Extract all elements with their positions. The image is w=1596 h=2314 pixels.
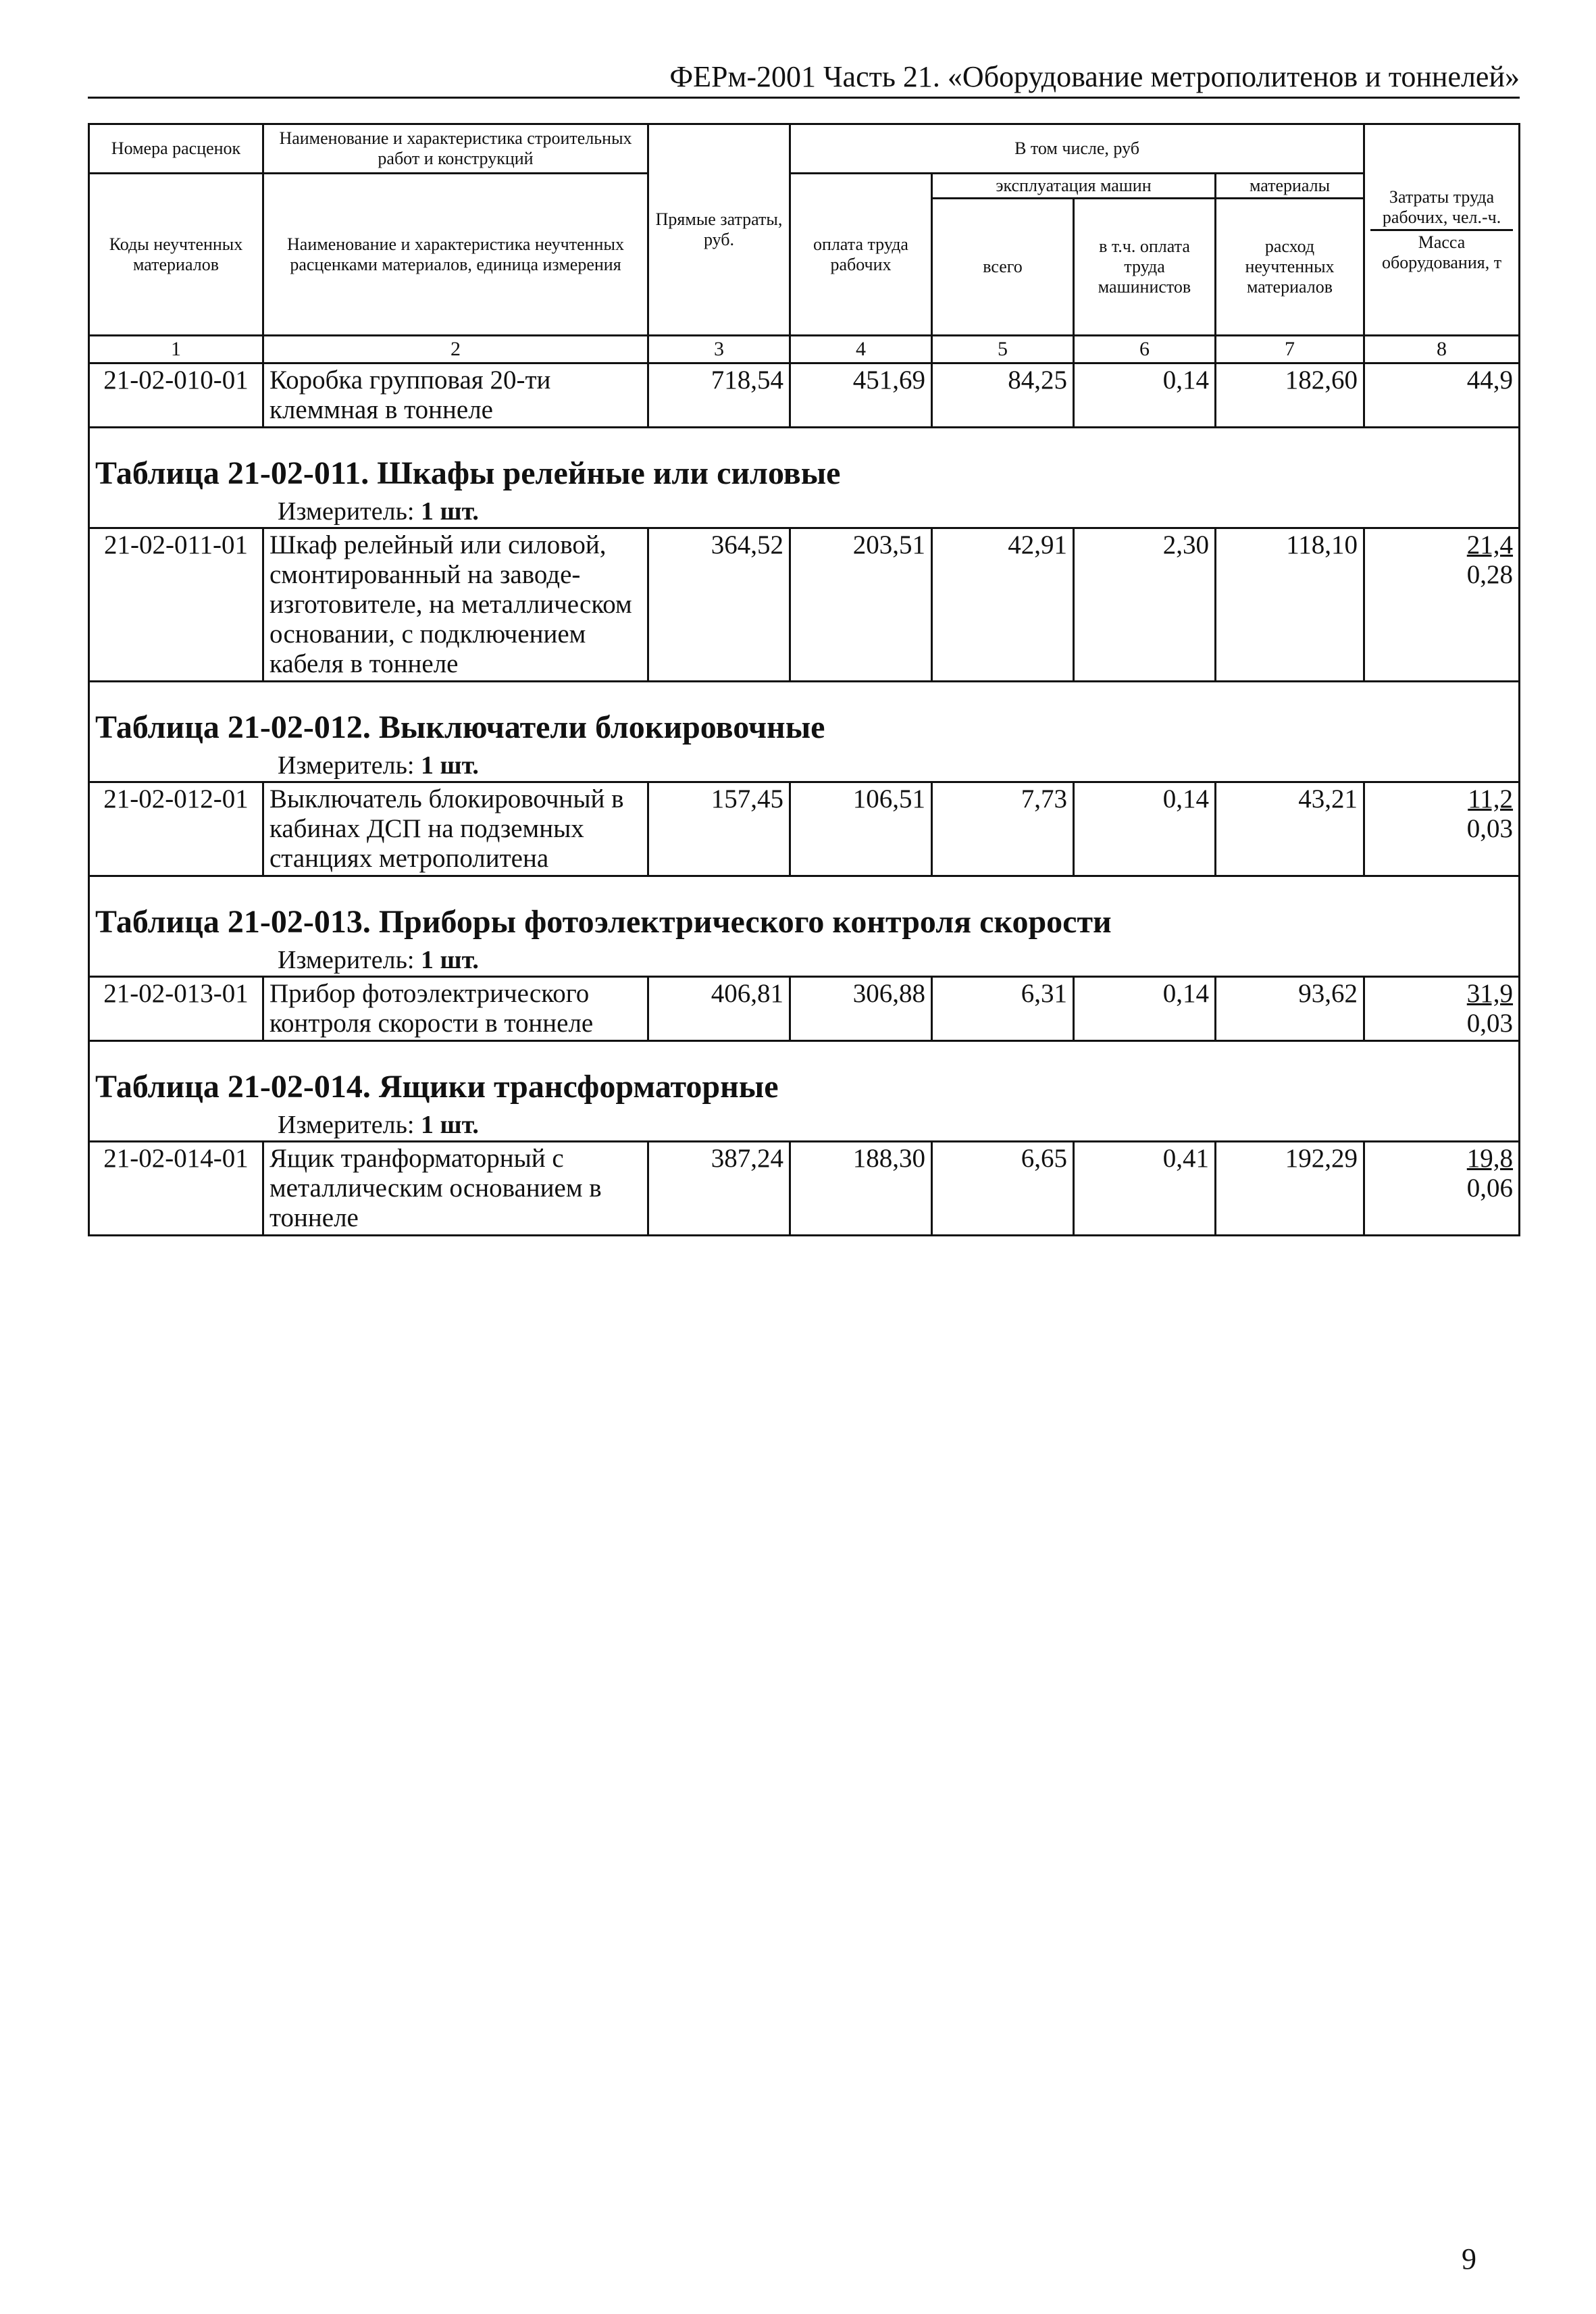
measure-unit [95, 946, 1513, 974]
row-machinists: 0,14 [1074, 782, 1216, 876]
measure-unit [95, 751, 1513, 780]
header-labor-hours-text: Затраты труда рабочих, чел.-ч. [1382, 186, 1501, 227]
col-number: 7 [1216, 336, 1364, 363]
header-machinists-pay: в т.ч. оплата труда машинистов [1074, 199, 1216, 336]
measure-row [89, 1109, 1520, 1142]
row-materials: 43,21 [1216, 782, 1364, 876]
header-machines-total: всего [932, 199, 1074, 336]
measure-cell [89, 1109, 1520, 1142]
col-number: 6 [1074, 336, 1216, 363]
header-unaccounted-codes: Коды неучтенных материалов [89, 174, 263, 336]
row-labor-hours: 11,2 [1468, 784, 1514, 813]
row-labor-pay: 188,30 [790, 1142, 932, 1236]
header-labor-pay: оплата труда рабочих [790, 174, 932, 336]
row-direct-costs: 364,52 [648, 528, 790, 682]
header-row-middle [89, 174, 1520, 199]
col-number: 4 [790, 336, 932, 363]
col-number: 5 [932, 336, 1074, 363]
header-codes: Номера расценок [89, 124, 263, 174]
header-direct-costs: Прямые затраты, руб. [648, 124, 790, 336]
row-labor-hours-and-mass [1364, 1142, 1520, 1236]
measure-cell [89, 945, 1520, 977]
header-unaccounted-name: Наименование и характеристика неучтенных расценками материалов, единица измерения [263, 174, 648, 336]
row-labor-hours: 44,9 [1364, 363, 1520, 428]
row-labor-pay: 203,51 [790, 528, 932, 682]
measure-cell [89, 496, 1520, 528]
measure-cell [89, 750, 1520, 782]
header-name: Наименование и характеристика строительных работ и конструкций [263, 124, 648, 174]
row-labor-hours-and-mass [1364, 782, 1520, 876]
section-title-cell [89, 428, 1520, 497]
row-name: Ящик транформаторный с металлическим основанием в тоннеле [263, 1142, 648, 1236]
row-labor-pay: 451,69 [790, 363, 932, 428]
measure-label: Измеритель: [278, 1111, 415, 1139]
section-title-row [89, 682, 1520, 751]
row-labor-hours: 31,9 [1466, 979, 1514, 1008]
measure-value: 1 шт. [421, 946, 479, 974]
header-including: В том числе, руб [790, 124, 1364, 174]
row-labor-hours: 19,8 [1466, 1144, 1514, 1173]
row-direct-costs: 387,24 [648, 1142, 790, 1236]
header-labor-hours [1364, 124, 1520, 336]
row-machinists: 2,30 [1074, 528, 1216, 682]
measure-label: Измеритель: [278, 497, 415, 526]
row-name: Коробка групповая 20-ти клеммная в тоннеле [263, 363, 648, 428]
row-equipment-mass: 0,06 [1466, 1174, 1514, 1203]
row-labor-hours-and-mass [1364, 528, 1520, 682]
row-code: 21-02-014-01 [89, 1142, 263, 1236]
row-machines: 6,31 [932, 977, 1074, 1041]
col-number: 1 [89, 336, 263, 363]
measure-row [89, 750, 1520, 782]
section-title-row [89, 1041, 1520, 1110]
measure-label: Измеритель: [278, 751, 415, 780]
running-header: ФЕРм-2001 Часть 21. «Оборудование метрополитенов и тоннелей» [88, 59, 1520, 99]
row-code: 21-02-012-01 [89, 782, 263, 876]
measure-unit [95, 497, 1513, 526]
price-table [88, 123, 1520, 1236]
row-materials: 182,60 [1216, 363, 1364, 428]
header-materials-usage: расход неучтенных материалов [1216, 199, 1364, 336]
row-labor-pay: 106,51 [790, 782, 932, 876]
measure-value: 1 шт. [421, 751, 479, 780]
col-number: 3 [648, 336, 790, 363]
row-materials: 93,62 [1216, 977, 1364, 1041]
row-code: 21-02-010-01 [89, 363, 263, 428]
col-number: 8 [1364, 336, 1520, 363]
col-number: 2 [263, 336, 648, 363]
row-machines: 7,73 [932, 782, 1074, 876]
row-name: Прибор фотоэлектрического контроля скорости в тоннеле [263, 977, 648, 1041]
row-equipment-mass: 0,28 [1466, 560, 1514, 589]
measure-unit [95, 1111, 1513, 1139]
row-materials: 192,29 [1216, 1142, 1364, 1236]
section-title: Таблица 21-02-014. Ящики трансформаторные [95, 1069, 779, 1105]
row-machines: 42,91 [932, 528, 1074, 682]
row-name: Выключатель блокировочный в кабинах ДСП на подземных станциях метрополитена [263, 782, 648, 876]
section-title: Таблица 21-02-013. Приборы фотоэлектрического контроля скорости [95, 904, 1112, 940]
section-title-cell [89, 682, 1520, 751]
section-title: Таблица 21-02-012. Выключатели блокировочные [95, 709, 825, 745]
page-number: 9 [1462, 2242, 1476, 2275]
header-materials: материалы [1216, 174, 1364, 199]
row-code: 21-02-011-01 [89, 528, 263, 682]
measure-value: 1 шт. [421, 497, 479, 526]
header-mass-text: Масса оборудования, т [1381, 232, 1502, 272]
measure-value: 1 шт. [421, 1111, 479, 1139]
row-machinists: 0,14 [1074, 363, 1216, 428]
section-title-row [89, 428, 1520, 497]
row-equipment-mass: 0,03 [1466, 814, 1514, 843]
row-materials: 118,10 [1216, 528, 1364, 682]
section-title-cell [89, 1041, 1520, 1110]
row-machines: 6,65 [932, 1142, 1074, 1236]
row-labor-pay: 306,88 [790, 977, 932, 1041]
row-machinists: 0,14 [1074, 977, 1216, 1041]
header-row-top [89, 124, 1520, 174]
row-labor-hours-and-mass [1364, 977, 1520, 1041]
row-code: 21-02-013-01 [89, 977, 263, 1041]
row-name: Шкаф релейный или силовой, смонтированный на заводе-изготовителе, на металлическом основании, с подключением кабеля в тоннеле [263, 528, 648, 682]
row-direct-costs: 406,81 [648, 977, 790, 1041]
header-machines: эксплуатация машин [932, 174, 1216, 199]
row-machines: 84,25 [932, 363, 1074, 428]
header-divider [1370, 229, 1513, 231]
section-title: Таблица 21-02-011. Шкафы релейные или силовые [95, 455, 841, 491]
table-row [89, 528, 1520, 682]
section-title-row [89, 876, 1520, 945]
column-number-row [89, 336, 1520, 363]
measure-row [89, 496, 1520, 528]
section-title-cell [89, 876, 1520, 945]
row-labor-hours: 21,4 [1466, 530, 1514, 559]
table-row [89, 782, 1520, 876]
row-machinists: 0,41 [1074, 1142, 1216, 1236]
measure-row [89, 945, 1520, 977]
table-row [89, 1142, 1520, 1236]
row-direct-costs: 157,45 [648, 782, 790, 876]
table-row [89, 977, 1520, 1041]
table-row [89, 363, 1520, 428]
measure-label: Измеритель: [278, 946, 415, 974]
row-equipment-mass: 0,03 [1466, 1009, 1514, 1038]
row-direct-costs: 718,54 [648, 363, 790, 428]
